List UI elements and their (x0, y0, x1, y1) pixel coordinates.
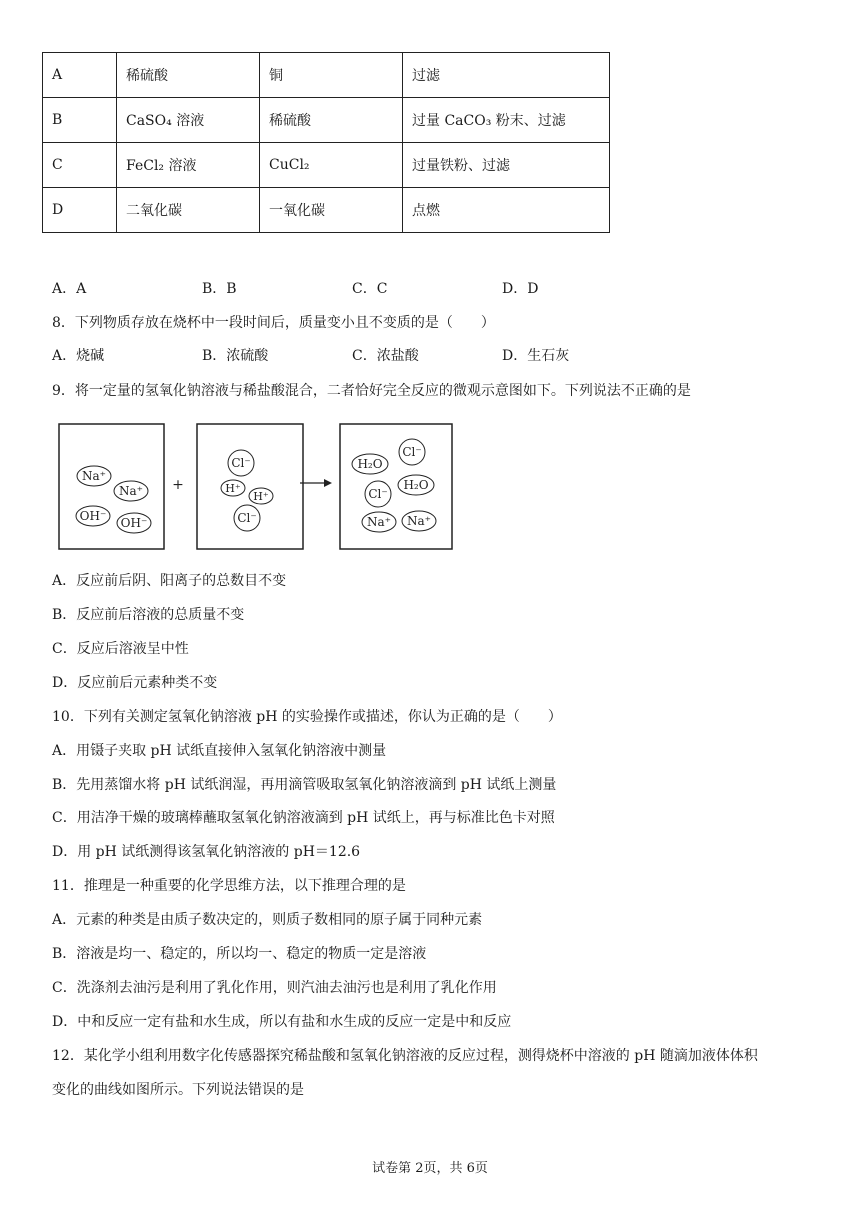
ion-label: Cl⁻ (368, 487, 388, 501)
table-row (43, 98, 610, 143)
ion-label: Na⁺ (367, 515, 391, 529)
q7-choice-b: B．B (202, 281, 237, 297)
page-footer: 试卷第 2页，共 6页 (372, 1161, 488, 1176)
box-product (340, 424, 452, 549)
table-cell: 稀硫酸 (117, 53, 260, 98)
reaction-micro-diagram (52, 418, 472, 558)
ion-label: Na⁺ (82, 469, 106, 483)
plus-sign: + (172, 477, 184, 493)
ion-label: Cl⁻ (402, 445, 422, 459)
table-row (43, 143, 610, 188)
q11-choice-c: C．洗涤剂去油污是利用了乳化作用，则汽油去油污也是利用了乳化作用 (52, 980, 497, 996)
ion-label: Na⁺ (119, 484, 143, 498)
table-cell: C (43, 143, 117, 188)
table-cell: 铜 (260, 53, 403, 98)
q8-choice-a: A．烧碱 (52, 348, 105, 364)
q9-choice-a: A．反应前后阴、阳离子的总数目不变 (52, 573, 287, 589)
ion-label: Cl⁻ (231, 456, 251, 470)
table-cell: 过量铁粉、过滤 (403, 143, 610, 188)
molecule-label: H₂O (403, 478, 429, 492)
q7-choice-a: A．A (52, 281, 87, 297)
q10-choice-b: B．先用蒸馏水将 pH 试纸润湿，再用滴管吸取氢氧化钠溶液滴到 pH 试纸上测量 (52, 777, 557, 793)
q10-choice-c: C．用洁净干燥的玻璃棒蘸取氢氧化钠溶液滴到 pH 试纸上，再与标准比色卡对照 (52, 810, 555, 826)
box-reactant-naoh (59, 424, 164, 549)
table-cell: FeCl₂ 溶液 (117, 143, 260, 188)
q8-stem: 8．下列物质存放在烧杯中一段时间后，质量变小且不变质的是（ ） (52, 315, 495, 331)
q10-choice-d: D．用 pH 试纸测得该氢氧化钠溶液的 pH＝12.6 (52, 844, 361, 860)
arrow-head-icon (324, 479, 332, 487)
table-cell: D (43, 188, 117, 233)
q11-choice-d: D．中和反应一定有盐和水生成，所以有盐和水生成的反应一定是中和反应 (52, 1014, 512, 1030)
q7-choice-d: D．D (502, 281, 539, 297)
table-row (43, 53, 610, 98)
q10-stem: 10．下列有关测定氢氧化钠溶液 pH 的实验操作或描述，你认为正确的是（ ） (52, 709, 562, 725)
ion-label: OH⁻ (120, 516, 148, 530)
ion-label: H⁺ (253, 490, 269, 503)
molecule-label: H₂O (357, 457, 383, 471)
q8-choice-c: C．浓盐酸 (352, 348, 419, 364)
ion-label: OH⁻ (79, 509, 107, 523)
table-cell: CaSO₄ 溶液 (117, 98, 260, 143)
q12-stem-line1: 12．某化学小组利用数字化传感器探究稀盐酸和氢氧化钠溶液的反应过程，测得烧杯中溶液的 pH 随滴加液体体积 (52, 1048, 758, 1064)
table-cell: CuCl₂ (260, 143, 403, 188)
q9-stem: 9．将一定量的氢氧化钠溶液与稀盐酸混合，二者恰好完全反应的微观示意图如下。下列说法不正确的是 (52, 383, 691, 399)
table-cell: 过量 CaCO₃ 粉末、过滤 (403, 98, 610, 143)
q11-choice-b: B．溶液是均一、稳定的，所以均一、稳定的物质一定是溶液 (52, 946, 427, 962)
q11-stem: 11．推理是一种重要的化学思维方法，以下推理合理的是 (52, 878, 406, 894)
q9-choice-d: D．反应前后元素种类不变 (52, 675, 218, 691)
table-cell: 稀硫酸 (260, 98, 403, 143)
table-cell: 一氧化碳 (260, 188, 403, 233)
q11-choice-a: A．元素的种类是由质子数决定的，则质子数相同的原子属于同种元素 (52, 912, 483, 928)
q7-choice-c: C．C (352, 281, 388, 297)
q9-choice-c: C．反应后溶液呈中性 (52, 641, 189, 657)
table-cell: 过滤 (403, 53, 610, 98)
table-cell: B (43, 98, 117, 143)
q8-choice-b: B．浓硫酸 (202, 348, 269, 364)
ion-label: Cl⁻ (237, 511, 257, 525)
table-cell: 点燃 (403, 188, 610, 233)
ion-label: Na⁺ (407, 514, 431, 528)
table-cell: A (43, 53, 117, 98)
q8-choice-d: D．生石灰 (502, 348, 570, 364)
table-row (43, 188, 610, 233)
ion-label: H⁺ (225, 482, 241, 495)
table-cell: 二氧化碳 (117, 188, 260, 233)
q12-stem-line2: 变化的曲线如图所示。下列说法错误的是 (52, 1082, 304, 1098)
q10-choice-a: A．用镊子夹取 pH 试纸直接伸入氢氧化钠溶液中测量 (52, 743, 387, 759)
q9-choice-b: B．反应前后溶液的总质量不变 (52, 607, 245, 623)
options-table (42, 52, 610, 233)
